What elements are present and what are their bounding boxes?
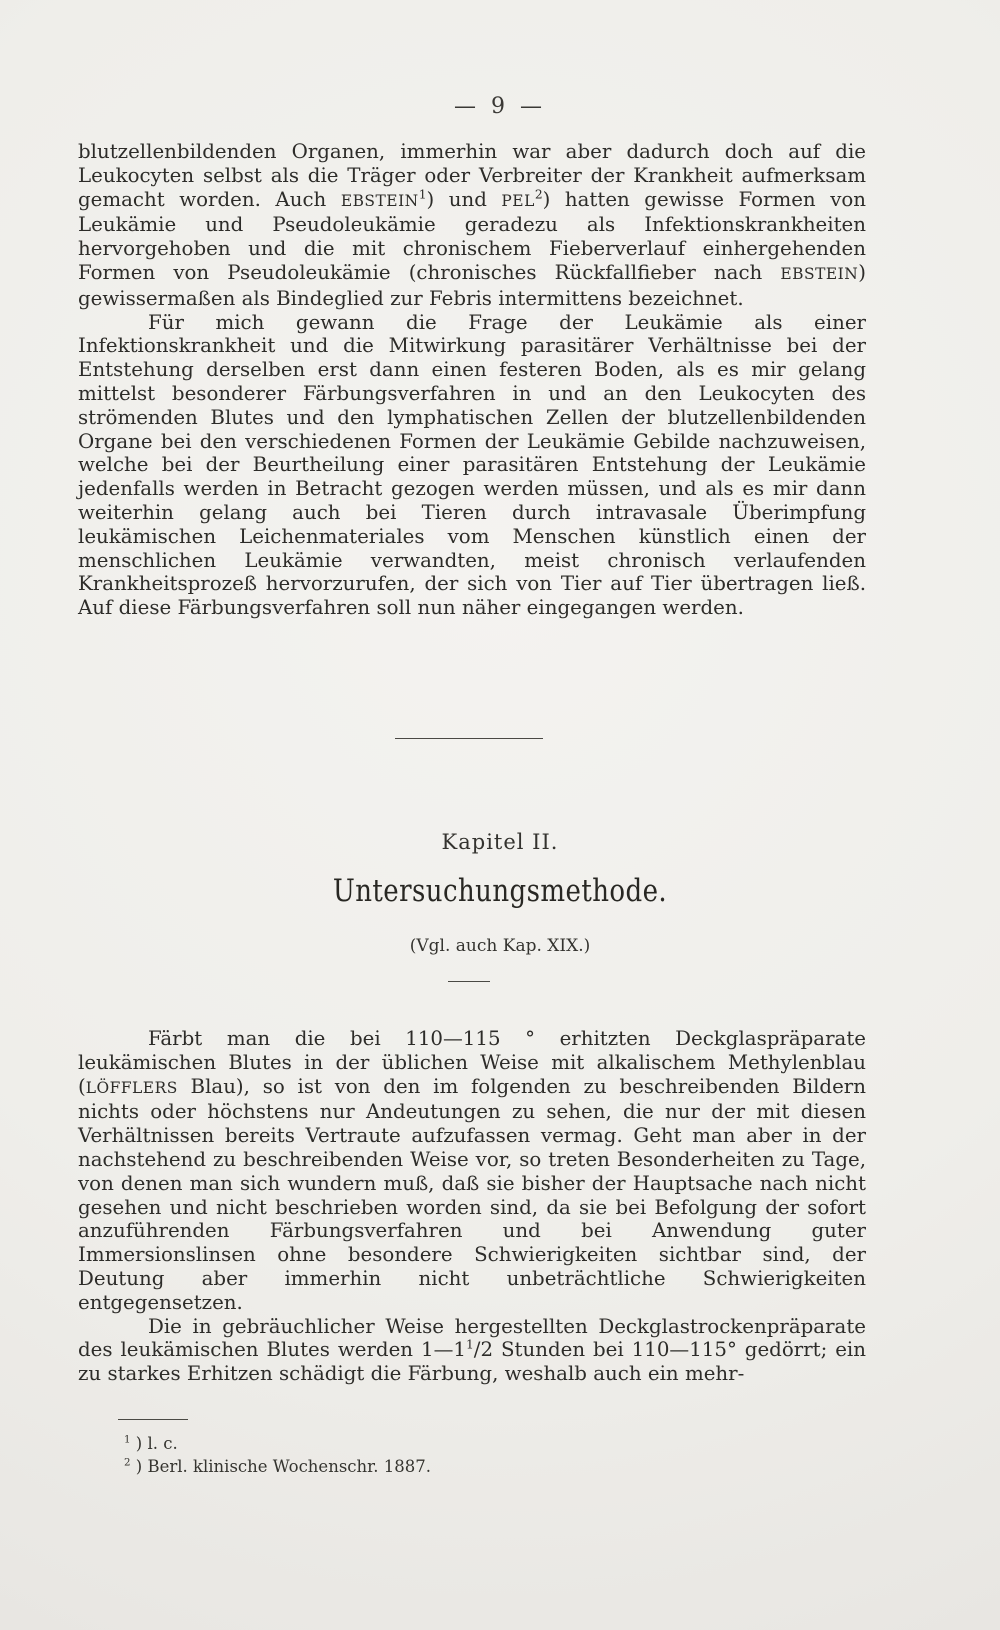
body-text-line: Die in gebräuchlicher Weise hergestellten Deckglastrockenpräparate des leukämischen Blutes werden 1—1	[78, 1314, 866, 1362]
footnote-divider	[118, 1419, 188, 1420]
body-text-line: Blau), so ist von den im folgenden zu beschreibenden Bildern nichts oder höchstens nur Andeutungen zu sehen, die nur der mit diesen Verhältnissen bereits Vertraute aufzufassen vermag. Geht man aber in der nachstehend zu beschreibenden Weise vor, so treten Besonderheiten zu Tage, von denen man sich wundern muß, daß sie bisher der Hauptsache nach nicht gesehen und nicht beschrieben worden sind, da sie bei Befolgung der sofort anzuführenden Färbungsverfahren und bei Anwendung guter Immersionslinsen ohne besondere Schwierigkeiten sichtbar sind, der Deutung aber immerhin nicht unbeträchtliche Schwierigkeiten entgegensetzen.	[78, 1074, 866, 1314]
fraction-denominator: 2	[480, 1338, 494, 1362]
fraction-slash: /	[473, 1338, 481, 1362]
body-paragraph	[78, 140, 866, 311]
heading-divider	[448, 981, 490, 982]
footnote-number: 2	[124, 1457, 131, 1469]
chapter-label: Kapitel II.	[441, 830, 559, 854]
body-paragraph	[78, 1027, 866, 1315]
section-divider	[395, 738, 543, 739]
chapter-title: Untersuchungsmethode.	[332, 873, 668, 909]
body-text-line: Stunden bei 110—115° gedörrt; ein zu starkes Erhitzen schädigt die Färbung, weshalb auch ein mehr-	[78, 1338, 866, 1386]
body-paragraph	[78, 1315, 866, 1386]
author-name: PEL	[501, 191, 535, 210]
footnote-marker: 1	[418, 187, 427, 201]
lower-text-block	[78, 1027, 866, 1386]
fraction-numerator: 1	[465, 1337, 474, 1352]
author-name: EBSTEIN	[780, 264, 859, 283]
body-text-line: Färbt man die bei 110—115 ° erhitzten Deckglaspräparate leukämischen Blutes in der üblichen Weise mit alkalischem Methylenblau (	[78, 1027, 866, 1098]
footnotes	[124, 1432, 431, 1478]
page-number: — 9 —	[454, 94, 546, 119]
footnote-marker: 2	[534, 187, 543, 201]
footnote-item	[124, 1455, 431, 1478]
body-paragraph: Für mich gewann die Frage der Leukämie als einer Infektionskrankheit und die Mitwirkung parasitärer Verhältnisse bei der Entstehung derselben erst dann einen festeren Boden, als es mir gelang mittelst besonderer Färbungsverfahren in und an den Leukocyten des strömenden Blutes und den lymphatischen Zellen der blutzellenbildenden Organe bei den verschiedenen Formen der Leukämie Gebilde nachzuweisen, welche bei der Beurtheilung einer parasitären Entstehung der Leukämie jedenfalls werden in Betracht gezogen werden müssen, und als es mir dann weiterhin gelang auch bei Tieren durch intravasale Überimpfung leukämischen Leichenmateriales vom Menschen künstlich einen der menschlichen Leukämie verwandten, meist chronisch verlaufenden Krankheitsprozeß hervorzurufen, der sich von Tier auf Tier übertragen ließ. Auf diese Färbungsverfahren soll nun näher eingegangen werden.	[78, 310, 866, 620]
author-name: LÖFFLERS	[85, 1078, 178, 1097]
body-text-line: ) und	[426, 187, 502, 211]
footnote-text: ) l. c.	[135, 1434, 178, 1453]
footnote-item	[124, 1432, 431, 1455]
body-text-line: ) hatten gewisse Formen von Leukämie und Pseudoleukämie geradezu als Infektionskrankheiten hervorgehoben und die mit chronischem Fieberverlauf einhergehenden Formen von Pseudoleukämie (chronisches Rückfallfieber nach	[78, 187, 867, 284]
footnote-text: ) Berl. klinische Wochenschr. 1887.	[135, 1457, 431, 1476]
chapter-reference: (Vgl. auch Kap. XIX.)	[409, 936, 591, 956]
footnote-number: 1	[124, 1434, 131, 1446]
upper-text-block	[78, 140, 866, 620]
body-text-line: blutzellenbildenden Organen, immerhin war aber dadurch doch auf die Leukocyten selbst als die Träger oder Verbreiter der Krankheit aufmerksam gemacht worden. Auch	[78, 140, 866, 211]
body-text-line: ) gewissermaßen als Bindeglied zur Febris intermittens bezeichnet.	[78, 260, 866, 310]
author-name: EBSTEIN	[340, 191, 419, 210]
